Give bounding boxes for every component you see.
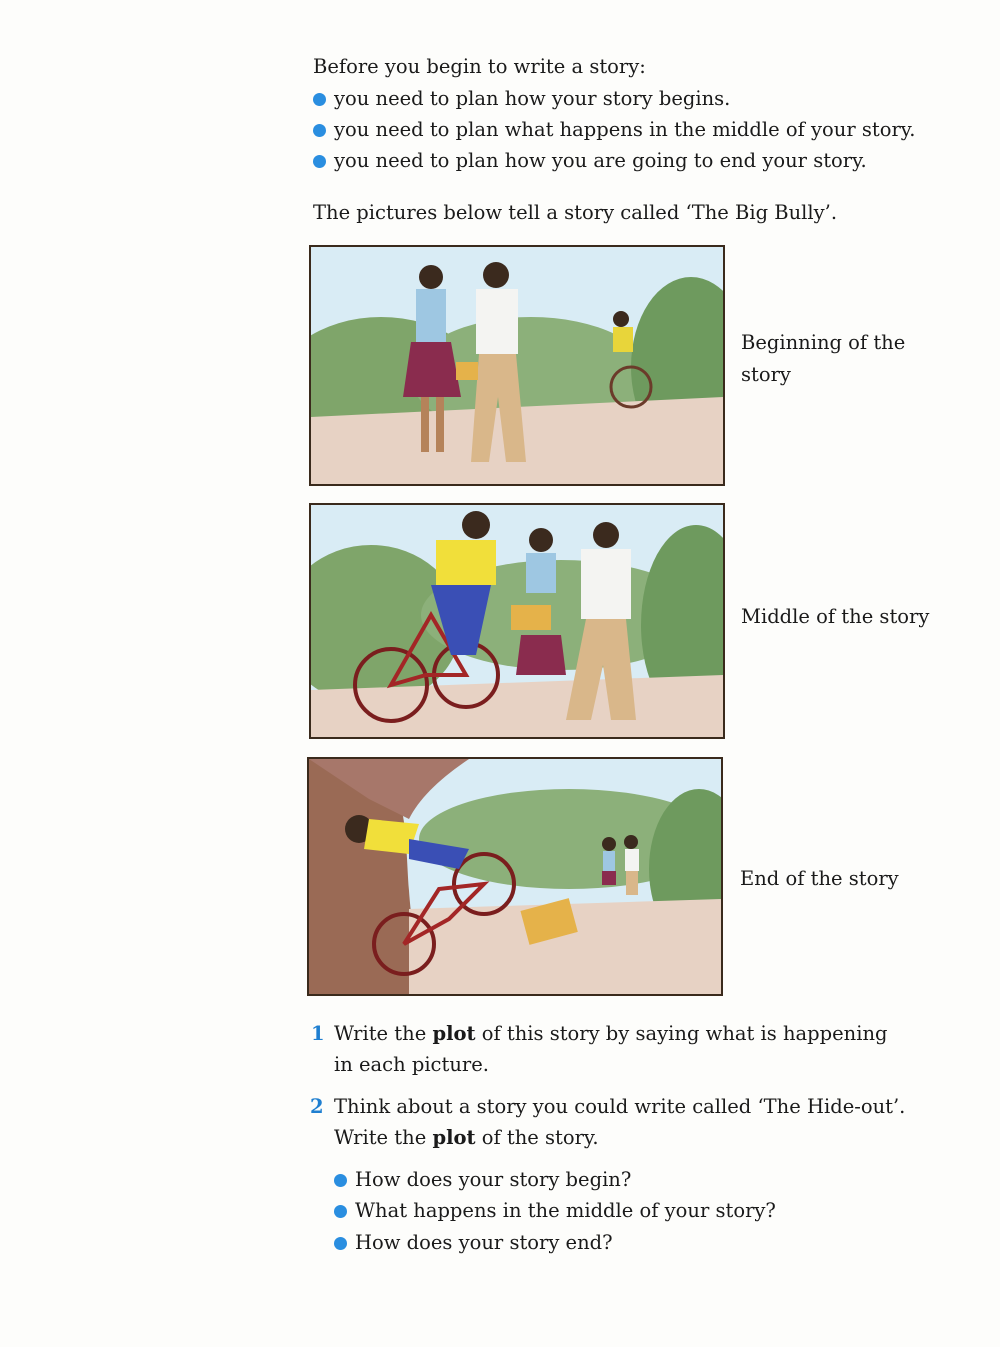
question-2-bullet-1: How does your story begin? bbox=[334, 1167, 631, 1193]
question-1-number: 1 bbox=[311, 1022, 325, 1045]
question-2-line-1: Think about a story you could write called ‘The Hide-out’. bbox=[334, 1095, 906, 1118]
story-panel-middle bbox=[309, 503, 725, 739]
story-panel-end bbox=[307, 757, 723, 996]
story-panel-beginning bbox=[309, 245, 725, 486]
bullet-dot-icon bbox=[334, 1174, 347, 1187]
beginning-illustration bbox=[311, 247, 723, 484]
caption-end: End of the story bbox=[740, 867, 899, 890]
intro-bullet-3: you need to plan how you are going to end your story. bbox=[313, 148, 867, 174]
end-illustration bbox=[309, 759, 721, 994]
question-2-number: 2 bbox=[310, 1095, 324, 1118]
intro-bullet-1: you need to plan how your story begins. bbox=[313, 86, 730, 112]
bullet-dot-icon bbox=[313, 93, 326, 106]
question-1-line-1: Write the plot of this story by saying what is happening bbox=[334, 1022, 888, 1045]
question-2-line-2: Write the plot of the story. bbox=[334, 1126, 599, 1149]
intro-bullet-2: you need to plan what happens in the middle of your story. bbox=[313, 117, 915, 143]
question-2-bullet-2: What happens in the middle of your story? bbox=[334, 1198, 776, 1224]
bullet-dot-icon bbox=[334, 1205, 347, 1218]
bullet-dot-icon bbox=[334, 1237, 347, 1250]
question-2-bullet-3: How does your story end? bbox=[334, 1230, 613, 1256]
caption-middle: Middle of the story bbox=[741, 605, 930, 628]
bullet-dot-icon bbox=[313, 124, 326, 137]
intro-heading: Before you begin to write a story: bbox=[313, 55, 646, 78]
middle-illustration bbox=[311, 505, 723, 737]
question-1-line-2: in each picture. bbox=[334, 1053, 489, 1076]
caption-beginning: Beginning of the story bbox=[741, 331, 906, 386]
pictures-intro-line: The pictures below tell a story called ‘The Big Bully’. bbox=[313, 201, 838, 224]
bullet-dot-icon bbox=[313, 155, 326, 168]
